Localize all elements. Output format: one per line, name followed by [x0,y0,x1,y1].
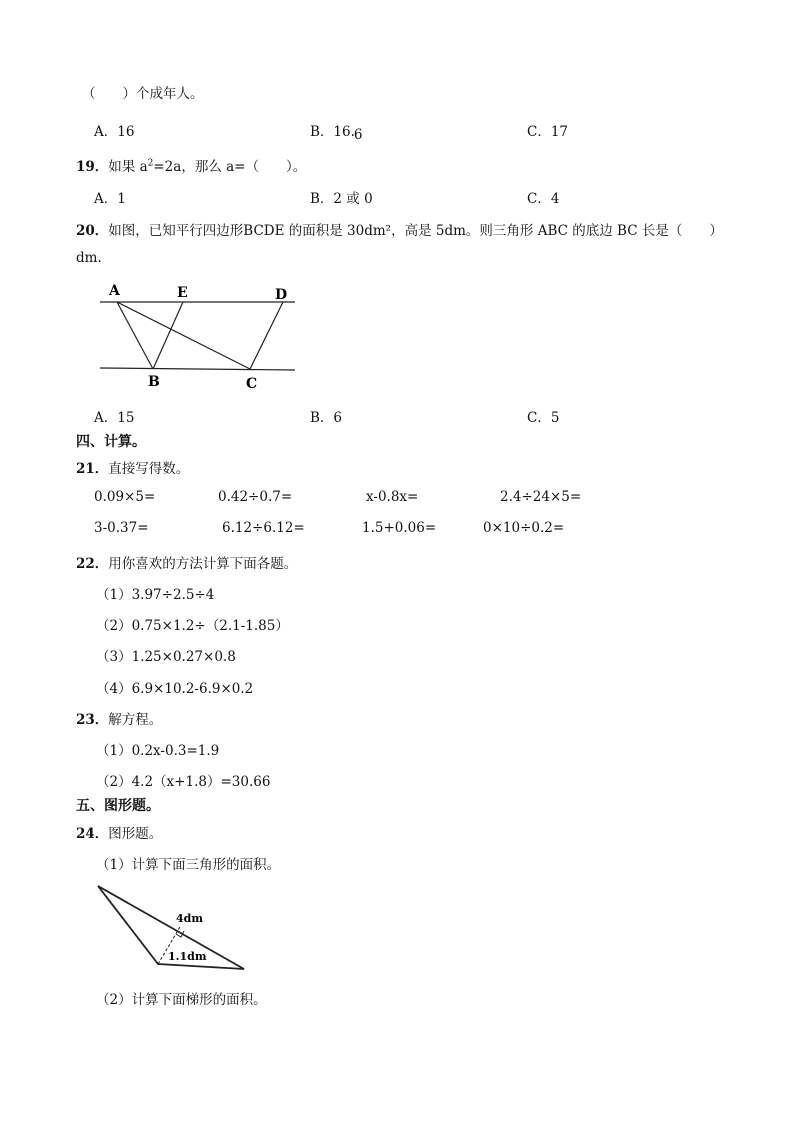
q18-option-c[interactable]: C．17 [527,124,569,140]
q24-label-base: 4dm [176,912,203,925]
q21-row1-item-2: 0.42÷0.7= [218,489,293,505]
q21-row1-item-4: 2.4÷24×5= [500,489,582,505]
q20-parallelogram-figure [95,280,305,392]
q20-text: 如图，已知平行四边形BCDE 的面积是 30dm²，高是 5dm。则三角形 ABC 的底边 BC 长是（ ） [108,223,723,239]
q24-sub2-text: （2）计算下面梯形的面积。 [96,992,267,1008]
q18-option-b[interactable] [310,120,363,143]
q19-superscript: 2 [147,158,154,169]
q22-item-1: （1）3.97÷2.5÷4 [96,587,215,603]
q23-item-2: （2）4.2（x+1.8）=30.66 [96,774,271,790]
q21-row1-item-3: x-0.8x= [366,489,419,505]
q21-row2-item-3: 1.5+0.06= [362,520,437,536]
q20-side-ac [117,302,250,369]
q20-bottom-line [100,368,295,370]
q21-text: 直接写得数。 [108,461,190,477]
q21-row2-item-4: 0×10÷0.2= [483,520,565,536]
q20-option-c[interactable]: C．5 [527,410,560,426]
q22-item-4: （4）6.9×10.2-6.9×0.2 [96,681,254,697]
q24-label-height: 1.1dm [168,950,207,963]
q19-text-after: =2a，那么 a=（ ）。 [153,159,307,175]
section-4-heading: 四、计算。 [76,434,146,450]
q18-option-a[interactable]: A．16 [94,124,135,140]
q20-label-c: C [246,376,258,392]
q22-item-3: （3）1.25×0.27×0.8 [96,649,236,665]
q23-text: 解方程。 [108,712,163,728]
q23-number: 23． [76,712,109,728]
q24-sub1-text: （1）计算下面三角形的面积。 [96,857,281,873]
q22-number: 22． [76,556,109,572]
q20-stem [76,219,723,239]
q20-option-b[interactable]: B．6 [310,410,343,426]
q19-option-a[interactable]: A．1 [94,191,126,207]
q22-text: 用你喜欢的方法计算下面各题。 [108,556,298,572]
q23-item-1: （1）0.2x-0.3=1.9 [96,743,220,759]
q20-text-continued: dm. [76,250,102,266]
q20-label-d: D [275,287,288,303]
q24-triangle-figure [92,880,252,975]
q18-tail-text: （ ）个成年人。 [82,86,204,102]
q22-stem [76,552,297,572]
q21-number: 21． [76,461,109,477]
q19-stem [76,155,306,175]
q19-text-before: 如果 a [108,159,148,175]
q19-option-c[interactable]: C．4 [527,191,560,207]
q20-side-ab [117,302,153,369]
q19-number: 19． [76,159,109,175]
q20-side-dc [250,302,283,369]
q22-item-2: （2）0.75×1.2÷（2.1-1.85） [96,618,289,634]
q21-row2-item-1: 3-0.37= [94,520,149,536]
q20-label-e: E [177,285,188,301]
q18-option-b-repeat-digit: 6 [353,127,363,143]
q20-number: 20． [76,223,109,239]
q20-option-a[interactable]: A．15 [94,410,135,426]
q20-label-a: A [109,283,120,299]
q21-row2-item-2: 6.12÷6.12= [222,520,305,536]
q21-stem [76,457,189,477]
q24-stem [76,822,162,842]
q21-row1-item-1: 0.09×5= [94,489,156,505]
q20-label-b: B [148,374,160,390]
q24-text: 图形题。 [108,826,163,842]
q20-side-eb [153,302,183,369]
q18-option-b-label: B．16. [310,124,355,140]
section-5-heading: 五、图形题。 [76,798,160,814]
q24-number: 24． [76,826,109,842]
q23-stem [76,708,162,728]
q19-option-b[interactable]: B．2 或 0 [310,191,373,207]
